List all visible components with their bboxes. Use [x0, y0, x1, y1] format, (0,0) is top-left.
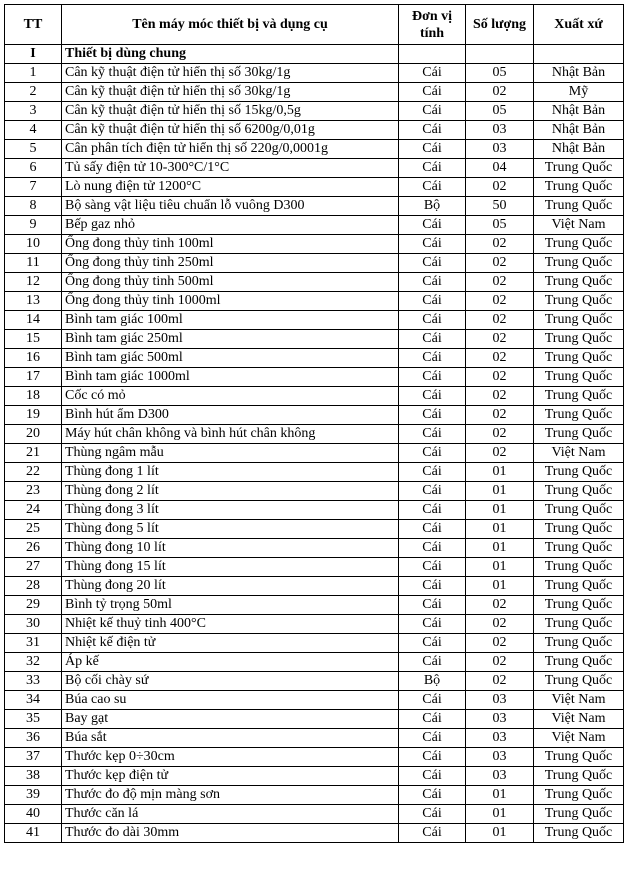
table-row [5, 254, 624, 273]
equipment-name: Bình tam giác 100ml [62, 311, 399, 330]
unit-cell: Cái [399, 824, 466, 843]
origin-cell: Trung Quốc [534, 767, 624, 786]
equipment-name: Bình tam giác 500ml [62, 349, 399, 368]
table-row [5, 805, 624, 824]
quantity-cell: 02 [466, 178, 534, 197]
row-number: 33 [5, 672, 62, 691]
origin-cell: Trung Quốc [534, 501, 624, 520]
table-row [5, 558, 624, 577]
origin-cell: Trung Quốc [534, 748, 624, 767]
origin-cell: Trung Quốc [534, 368, 624, 387]
unit-cell: Cái [399, 273, 466, 292]
unit-cell: Cái [399, 558, 466, 577]
table-row [5, 311, 624, 330]
header-origin: Xuất xứ [534, 5, 624, 45]
row-number: 22 [5, 463, 62, 482]
unit-cell: Cái [399, 102, 466, 121]
equipment-name: Bình tỷ trọng 50ml [62, 596, 399, 615]
origin-cell: Trung Quốc [534, 463, 624, 482]
row-number: 39 [5, 786, 62, 805]
equipment-name: Thùng đong 3 lít [62, 501, 399, 520]
equipment-name: Nhiệt kế thuỷ tinh 400°C [62, 615, 399, 634]
quantity-cell: 03 [466, 121, 534, 140]
table-row [5, 444, 624, 463]
quantity-cell: 05 [466, 64, 534, 83]
table-row [5, 672, 624, 691]
unit-cell: Cái [399, 767, 466, 786]
table-row [5, 102, 624, 121]
table-row [5, 615, 624, 634]
equipment-name: Cân phân tích điện tử hiển thị số 220g/0,0001g [62, 140, 399, 159]
row-number: 23 [5, 482, 62, 501]
origin-cell: Trung Quốc [534, 254, 624, 273]
section-number: I [5, 45, 62, 64]
table-row [5, 140, 624, 159]
table-row [5, 577, 624, 596]
equipment-name: Búa sắt [62, 729, 399, 748]
unit-cell: Cái [399, 520, 466, 539]
table-row [5, 349, 624, 368]
quantity-cell: 02 [466, 368, 534, 387]
quantity-cell: 03 [466, 140, 534, 159]
origin-cell: Trung Quốc [534, 615, 624, 634]
equipment-name: Thước đo dài 30mm [62, 824, 399, 843]
unit-cell: Cái [399, 159, 466, 178]
row-number: 5 [5, 140, 62, 159]
quantity-cell: 02 [466, 672, 534, 691]
unit-cell: Cái [399, 140, 466, 159]
equipment-name: Ống đong thủy tinh 1000ml [62, 292, 399, 311]
row-number: 24 [5, 501, 62, 520]
row-number: 11 [5, 254, 62, 273]
table-row [5, 501, 624, 520]
quantity-cell: 01 [466, 463, 534, 482]
row-number: 31 [5, 634, 62, 653]
origin-cell: Trung Quốc [534, 786, 624, 805]
row-number: 19 [5, 406, 62, 425]
row-number: 36 [5, 729, 62, 748]
quantity-cell: 01 [466, 539, 534, 558]
row-number: 13 [5, 292, 62, 311]
table-row [5, 824, 624, 843]
table-row [5, 159, 624, 178]
row-number: 4 [5, 121, 62, 140]
table-row [5, 748, 624, 767]
origin-cell: Nhật Bản [534, 121, 624, 140]
origin-cell: Trung Quốc [534, 330, 624, 349]
equipment-name: Bếp gaz nhỏ [62, 216, 399, 235]
table-row [5, 539, 624, 558]
origin-cell: Trung Quốc [534, 273, 624, 292]
row-number: 17 [5, 368, 62, 387]
table-row [5, 596, 624, 615]
header-qty: Số lượng [466, 5, 534, 45]
table-row [5, 121, 624, 140]
row-number: 14 [5, 311, 62, 330]
unit-cell: Cái [399, 292, 466, 311]
unit-cell: Cái [399, 786, 466, 805]
table-row [5, 292, 624, 311]
equipment-name: Thùng đong 20 lít [62, 577, 399, 596]
table-body [5, 45, 624, 843]
quantity-cell: 02 [466, 444, 534, 463]
section-empty-cell [399, 45, 466, 64]
unit-cell: Cái [399, 463, 466, 482]
quantity-cell: 01 [466, 501, 534, 520]
table-row [5, 520, 624, 539]
equipment-name: Thước kẹp điện tử [62, 767, 399, 786]
origin-cell: Trung Quốc [534, 425, 624, 444]
origin-cell: Trung Quốc [534, 539, 624, 558]
header-name: Tên máy móc thiết bị và dụng cụ [62, 5, 399, 45]
table-row [5, 767, 624, 786]
row-number: 21 [5, 444, 62, 463]
equipment-name: Cân kỹ thuật điện tử hiển thị số 30kg/1g [62, 64, 399, 83]
unit-cell: Cái [399, 311, 466, 330]
origin-cell: Trung Quốc [534, 159, 624, 178]
origin-cell: Trung Quốc [534, 292, 624, 311]
origin-cell: Nhật Bản [534, 140, 624, 159]
row-number: 2 [5, 83, 62, 102]
quantity-cell: 02 [466, 235, 534, 254]
origin-cell: Trung Quốc [534, 349, 624, 368]
row-number: 28 [5, 577, 62, 596]
unit-cell: Cái [399, 425, 466, 444]
table-row [5, 710, 624, 729]
origin-cell: Trung Quốc [534, 596, 624, 615]
table-row [5, 83, 624, 102]
equipment-name: Thùng đong 2 lít [62, 482, 399, 501]
quantity-cell: 04 [466, 159, 534, 178]
unit-cell: Cái [399, 710, 466, 729]
row-number: 35 [5, 710, 62, 729]
row-number: 12 [5, 273, 62, 292]
unit-cell: Cái [399, 691, 466, 710]
equipment-name: Ống đong thủy tinh 250ml [62, 254, 399, 273]
unit-cell: Cái [399, 254, 466, 273]
origin-cell: Việt Nam [534, 216, 624, 235]
row-number: 38 [5, 767, 62, 786]
unit-cell: Bộ [399, 197, 466, 216]
quantity-cell: 02 [466, 311, 534, 330]
equipment-name: Cốc có mỏ [62, 387, 399, 406]
table-row [5, 216, 624, 235]
origin-cell: Nhật Bản [534, 102, 624, 121]
equipment-name: Thước đo độ mịn màng sơn [62, 786, 399, 805]
origin-cell: Việt Nam [534, 444, 624, 463]
unit-cell: Cái [399, 634, 466, 653]
row-number: 9 [5, 216, 62, 235]
equipment-name: Thước kẹp 0÷30cm [62, 748, 399, 767]
row-number: 3 [5, 102, 62, 121]
equipment-name: Lò nung điện tử 1200°C [62, 178, 399, 197]
row-number: 26 [5, 539, 62, 558]
equipment-name: Ống đong thủy tinh 100ml [62, 235, 399, 254]
quantity-cell: 50 [466, 197, 534, 216]
origin-cell: Trung Quốc [534, 406, 624, 425]
equipment-name: Thùng đong 10 lít [62, 539, 399, 558]
equipment-name: Bộ cối chày sứ [62, 672, 399, 691]
row-number: 41 [5, 824, 62, 843]
equipment-name: Bình tam giác 250ml [62, 330, 399, 349]
row-number: 27 [5, 558, 62, 577]
origin-cell: Trung Quốc [534, 577, 624, 596]
equipment-name: Máy hút chân không và bình hút chân không [62, 425, 399, 444]
equipment-name: Thùng đong 5 lít [62, 520, 399, 539]
quantity-cell: 02 [466, 273, 534, 292]
table-row [5, 235, 624, 254]
unit-cell: Cái [399, 349, 466, 368]
unit-cell: Cái [399, 653, 466, 672]
table-row [5, 64, 624, 83]
table-row [5, 482, 624, 501]
section-empty-cell [466, 45, 534, 64]
origin-cell: Trung Quốc [534, 482, 624, 501]
quantity-cell: 03 [466, 691, 534, 710]
quantity-cell: 03 [466, 748, 534, 767]
row-number: 16 [5, 349, 62, 368]
quantity-cell: 02 [466, 349, 534, 368]
equipment-name: Thùng đong 15 lít [62, 558, 399, 577]
quantity-cell: 01 [466, 520, 534, 539]
origin-cell: Trung Quốc [534, 311, 624, 330]
header-tt: TT [5, 5, 62, 45]
row-number: 6 [5, 159, 62, 178]
quantity-cell: 02 [466, 406, 534, 425]
origin-cell: Việt Nam [534, 691, 624, 710]
unit-cell: Cái [399, 729, 466, 748]
origin-cell: Trung Quốc [534, 672, 624, 691]
unit-cell: Cái [399, 406, 466, 425]
equipment-name: Tủ sấy điện tử 10-300°C/1°C [62, 159, 399, 178]
equipment-name: Búa cao su [62, 691, 399, 710]
quantity-cell: 02 [466, 634, 534, 653]
table-row [5, 729, 624, 748]
row-number: 15 [5, 330, 62, 349]
table-row [5, 406, 624, 425]
unit-cell: Cái [399, 368, 466, 387]
table-row [5, 425, 624, 444]
row-number: 25 [5, 520, 62, 539]
unit-cell: Cái [399, 596, 466, 615]
unit-cell: Cái [399, 805, 466, 824]
origin-cell: Trung Quốc [534, 805, 624, 824]
origin-cell: Nhật Bản [534, 64, 624, 83]
table-row [5, 463, 624, 482]
quantity-cell: 01 [466, 824, 534, 843]
table-row [5, 634, 624, 653]
quantity-cell: 02 [466, 83, 534, 102]
table-row [5, 387, 624, 406]
origin-cell: Trung Quốc [534, 520, 624, 539]
table-row [5, 786, 624, 805]
section-empty-cell [534, 45, 624, 64]
quantity-cell: 01 [466, 786, 534, 805]
quantity-cell: 02 [466, 254, 534, 273]
unit-cell: Cái [399, 64, 466, 83]
table-row [5, 653, 624, 672]
equipment-name: Cân kỹ thuật điện tử hiển thị số 6200g/0,01g [62, 121, 399, 140]
unit-cell: Cái [399, 615, 466, 634]
quantity-cell: 02 [466, 425, 534, 444]
equipment-table [4, 4, 624, 843]
quantity-cell: 03 [466, 767, 534, 786]
table-row [5, 273, 624, 292]
quantity-cell: 01 [466, 482, 534, 501]
quantity-cell: 01 [466, 805, 534, 824]
table-row [5, 330, 624, 349]
unit-cell: Cái [399, 83, 466, 102]
equipment-name: Thùng đong 1 lít [62, 463, 399, 482]
equipment-name: Cân kỹ thuật điện tử hiển thị số 30kg/1g [62, 83, 399, 102]
quantity-cell: 01 [466, 558, 534, 577]
table-header-row [5, 5, 624, 45]
row-number: 34 [5, 691, 62, 710]
origin-cell: Việt Nam [534, 729, 624, 748]
header-unit: Đơn vị tính [399, 5, 466, 45]
quantity-cell: 01 [466, 577, 534, 596]
unit-cell: Cái [399, 235, 466, 254]
row-number: 40 [5, 805, 62, 824]
unit-cell: Cái [399, 482, 466, 501]
equipment-name: Nhiệt kế điện tử [62, 634, 399, 653]
origin-cell: Trung Quốc [534, 235, 624, 254]
unit-cell: Cái [399, 178, 466, 197]
unit-cell: Cái [399, 216, 466, 235]
unit-cell: Cái [399, 539, 466, 558]
origin-cell: Trung Quốc [534, 558, 624, 577]
origin-cell: Trung Quốc [534, 178, 624, 197]
row-number: 10 [5, 235, 62, 254]
section-row [5, 45, 624, 64]
equipment-name: Bình hút ẩm D300 [62, 406, 399, 425]
unit-cell: Bộ [399, 672, 466, 691]
origin-cell: Mỹ [534, 83, 624, 102]
section-title: Thiết bị dùng chung [62, 45, 399, 64]
origin-cell: Trung Quốc [534, 387, 624, 406]
unit-cell: Cái [399, 748, 466, 767]
table-row [5, 691, 624, 710]
table-row [5, 197, 624, 216]
row-number: 32 [5, 653, 62, 672]
equipment-name: Ống đong thủy tinh 500ml [62, 273, 399, 292]
row-number: 18 [5, 387, 62, 406]
quantity-cell: 03 [466, 710, 534, 729]
quantity-cell: 02 [466, 653, 534, 672]
quantity-cell: 02 [466, 387, 534, 406]
unit-cell: Cái [399, 387, 466, 406]
quantity-cell: 02 [466, 596, 534, 615]
origin-cell: Việt Nam [534, 710, 624, 729]
table-row [5, 368, 624, 387]
quantity-cell: 03 [466, 729, 534, 748]
unit-cell: Cái [399, 330, 466, 349]
row-number: 20 [5, 425, 62, 444]
row-number: 29 [5, 596, 62, 615]
quantity-cell: 05 [466, 216, 534, 235]
table-row [5, 178, 624, 197]
quantity-cell: 02 [466, 615, 534, 634]
origin-cell: Trung Quốc [534, 653, 624, 672]
equipment-name: Bình tam giác 1000ml [62, 368, 399, 387]
origin-cell: Trung Quốc [534, 634, 624, 653]
unit-cell: Cái [399, 501, 466, 520]
unit-cell: Cái [399, 444, 466, 463]
equipment-name: Bộ sàng vật liệu tiêu chuẩn lỗ vuông D300 [62, 197, 399, 216]
equipment-name: Cân kỹ thuật điện tử hiển thị số 15kg/0,5g [62, 102, 399, 121]
equipment-name: Bay gạt [62, 710, 399, 729]
row-number: 1 [5, 64, 62, 83]
equipment-name: Thùng ngâm mẫu [62, 444, 399, 463]
unit-cell: Cái [399, 121, 466, 140]
unit-cell: Cái [399, 577, 466, 596]
quantity-cell: 02 [466, 330, 534, 349]
row-number: 8 [5, 197, 62, 216]
origin-cell: Trung Quốc [534, 197, 624, 216]
origin-cell: Trung Quốc [534, 824, 624, 843]
quantity-cell: 02 [466, 292, 534, 311]
quantity-cell: 05 [466, 102, 534, 121]
equipment-name: Áp kế [62, 653, 399, 672]
row-number: 30 [5, 615, 62, 634]
equipment-name: Thước căn lá [62, 805, 399, 824]
row-number: 7 [5, 178, 62, 197]
row-number: 37 [5, 748, 62, 767]
